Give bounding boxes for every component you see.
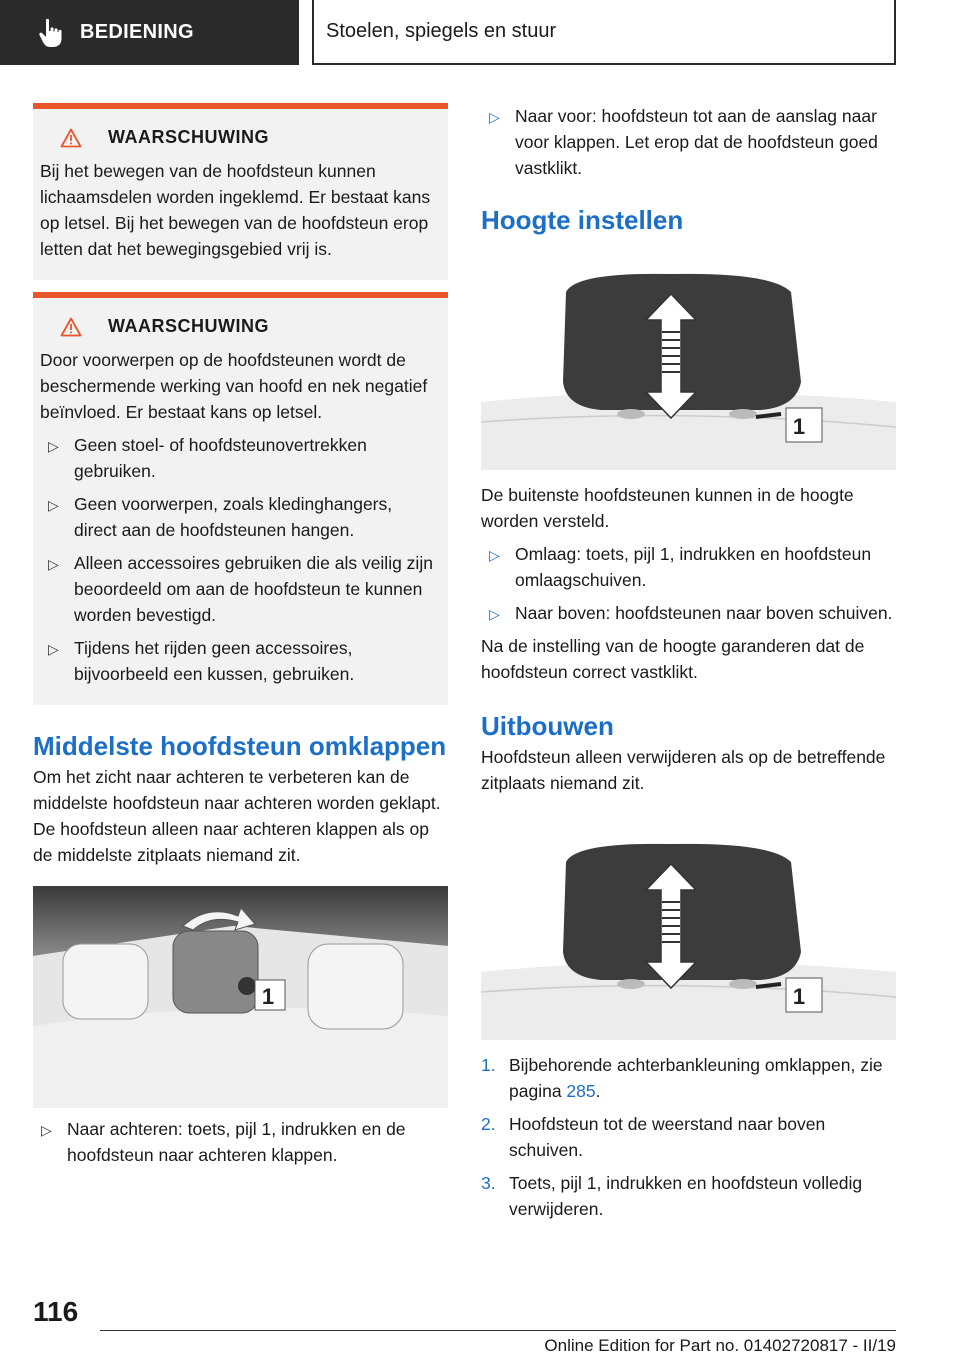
list-item: 2. Hoofdsteun tot de weerstand naar boven schuiven. (481, 1114, 826, 1160)
warning-triangle-icon (60, 317, 82, 337)
right-column (481, 103, 896, 1222)
list-item: ▷ Naar voor: hoofdsteun tot aan de aanslag naar voor klappen. Let erop dat de hoofdsteun goed vastklikt. (489, 106, 878, 178)
intro-paragraph: Om het zicht naar achteren te verbeteren kan de middelste hoofdsteun naar achteren worden geklapt. De hoofdsteun alleen naar achteren klappen als op de middelste zitplaats niemand zit. (33, 767, 441, 865)
warning-box-2 (33, 292, 448, 705)
triangle-bullet-icon: ▷ (48, 556, 59, 572)
chapter-title: Stoelen, spiegels en stuur (312, 0, 896, 65)
list-item: ▷ Omlaag: toets, pijl 1, indrukken en hoofdsteun omlaagschuiven. (489, 544, 872, 590)
callout-label: 1 (792, 414, 806, 439)
list-item: ▷ Naar boven: hoofdsteunen naar boven schuiven. (481, 600, 896, 626)
headrest-height-illustration-1 (481, 272, 896, 470)
section-heading-height: Hoogte instellen (481, 205, 684, 235)
triangle-bullet-icon: ▷ (48, 438, 59, 454)
steps-list-top (481, 103, 896, 181)
list-item: ▷ Geen stoel- of hoofdsteunovertrekken gebruiken. (48, 435, 367, 481)
list-item: ▷ Geen voorwerpen, zoals kledinghangers, direct aan de hoofdsteunen hangen. (48, 494, 393, 540)
headrest-height-illustration-2 (481, 842, 896, 1040)
triangle-bullet-icon: ▷ (489, 606, 500, 622)
warning-box-1 (33, 103, 448, 280)
triangle-bullet-icon: ▷ (48, 641, 59, 657)
removal-steps (481, 1052, 896, 1222)
triangle-bullet-icon: ▷ (489, 547, 500, 563)
hand-pointer-icon (38, 18, 64, 48)
list-item: ▷ Alleen accessoires gebruiken die als veilig zijn beoordeeld om aan de hoofdsteun te kunnen worden bevestigd. (48, 553, 433, 625)
headrest-height-image (481, 272, 896, 470)
edition-text: Online Edition for Part no. 01402720817 - II/19 (544, 1336, 896, 1355)
warning-title: WAARSCHUWING (108, 316, 269, 336)
warning-text: Bij het bewegen van de hoofdsteun kunnen lichaamsdelen worden ingeklemd. Er bestaat kans op letsel. Bij het bewegen van de hoofdsteun erop letten dat het bewegingsgebied vrij is. (40, 161, 431, 259)
steps-list (33, 1116, 448, 1168)
height-steps-list (481, 541, 896, 626)
triangle-bullet-icon: ▷ (48, 497, 59, 513)
warning-list (40, 432, 434, 687)
headrest-fold-image (33, 886, 448, 1108)
list-item: ▷ Naar achteren: toets, pijl 1, indrukken en de hoofdsteun naar achteren klappen. (41, 1119, 406, 1165)
callout-label: 1 (261, 984, 275, 1009)
headrest-remove-image (481, 842, 896, 1040)
list-item: 1. Bijbehorende achterbankleuning omklappen, zie pagina 285. (481, 1055, 883, 1101)
callout-label: 1 (792, 984, 806, 1009)
height-note: Na de instelling van de hoogte garanderen dat de hoofdsteun correct vastklikt. (481, 636, 865, 682)
section-heading: Middelste hoofdsteun omklappen (33, 731, 447, 761)
page-link[interactable]: 285 (566, 1081, 596, 1101)
section-heading-remove: Uitbouwen (481, 711, 614, 741)
remove-intro: Hoofdsteun alleen verwijderen als op de betreffende zitplaats niemand zit. (481, 747, 886, 793)
footer-divider (100, 1330, 896, 1331)
section-title: BEDIENING (80, 21, 194, 43)
triangle-bullet-icon: ▷ (489, 109, 500, 125)
warning-text: Door voorwerpen op de hoofdsteunen wordt de beschermende werking van hoofd en nek negatief beïnvloed. Er bestaat kans op letsel. (40, 350, 428, 422)
triangle-bullet-icon: ▷ (41, 1122, 52, 1138)
height-paragraph: De buitenste hoofdsteunen kunnen in de hoogte worden versteld. (481, 485, 854, 531)
page-number: 116 (33, 1296, 79, 1327)
list-item: 3. Toets, pijl 1, indrukken en hoofdsteun volledig verwijderen. (481, 1173, 863, 1219)
section-tab (0, 0, 299, 65)
warning-title: WAARSCHUWING (108, 127, 269, 147)
left-column (33, 103, 448, 1168)
warning-triangle-icon (60, 128, 82, 148)
rear-seat-headrest-illustration (33, 886, 448, 1108)
list-item: ▷ Tijdens het rijden geen accessoires, bijvoorbeeld een kussen, gebruiken. (48, 638, 355, 684)
